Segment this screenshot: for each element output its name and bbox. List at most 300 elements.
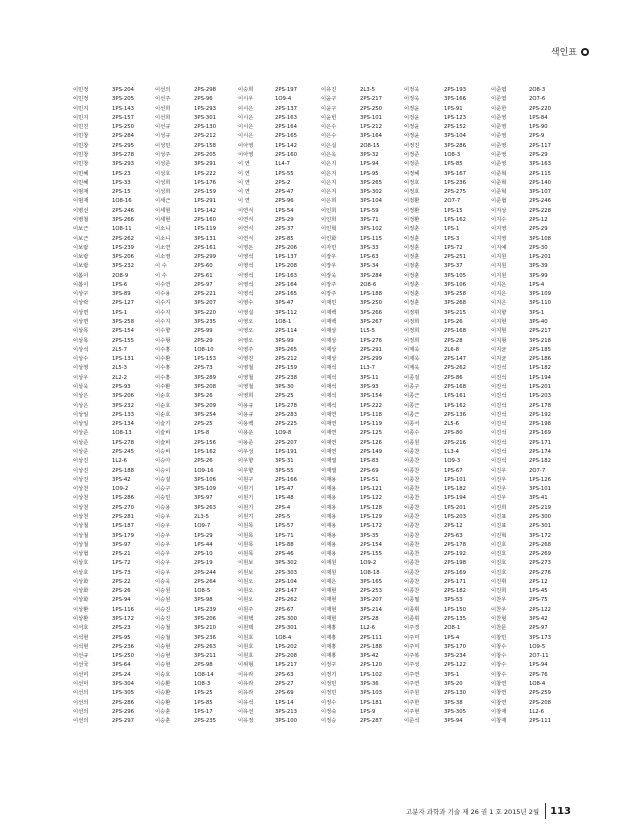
author-name: 이정윤 [404, 133, 420, 140]
author-name: 이은수 [321, 124, 337, 131]
author-name: 이영철 [238, 384, 254, 390]
author-name: 이슬비 [155, 430, 171, 437]
paper-code: 1PS-121 [360, 486, 382, 493]
author-name: 이위형 [238, 662, 254, 669]
paper-code: 1PS-278 [112, 439, 134, 446]
author-name: 이승진 [155, 606, 171, 613]
author-name: 이정진 [404, 142, 420, 149]
author-name: 이윤빈 [321, 114, 337, 121]
author-name: 이정구 [321, 662, 337, 669]
author-name: 이준영 [491, 133, 507, 140]
paper-code: 2PS-12 [529, 578, 548, 585]
author-name: 이 연 [238, 189, 250, 196]
paper-code: 1PS-150 [444, 606, 466, 613]
paper-code: 2PS-120 [360, 662, 382, 669]
author-name: 이정윤 [404, 114, 420, 121]
author-name: 이정숙 [321, 708, 337, 715]
author-name: 이은실 [321, 142, 337, 149]
paper-code: 2PS-37 [275, 226, 294, 233]
index-row [73, 596, 559, 605]
paper-code: 3PS-302 [360, 189, 382, 196]
author-name: 이종찬 [404, 448, 420, 455]
paper-code: 2PS-220 [529, 105, 551, 112]
paper-code: 1PS-182 [444, 486, 466, 493]
paper-code: 2PS-246 [529, 198, 551, 205]
paper-code: 3PS-154 [360, 393, 382, 400]
paper-code: 3PS-211 [194, 653, 216, 660]
paper-code: 3PS-110 [529, 300, 551, 307]
index-row [73, 717, 559, 726]
author-name: 이유라 [238, 690, 254, 697]
author-name: 이용백 [238, 421, 254, 428]
author-name: 이제욱 [404, 346, 420, 353]
author-name: 이원주 [238, 606, 254, 613]
paper-code: 3PS-172 [529, 532, 551, 539]
author-name: 이재연 [321, 411, 337, 418]
author-name: 이선의 [73, 699, 89, 706]
author-name: 이창재 [491, 708, 507, 715]
author-name: 이종근 [404, 411, 420, 418]
index-row [73, 699, 559, 708]
paper-code: 2PS-212 [194, 133, 216, 140]
paper-code: 2PS-208 [275, 653, 297, 660]
author-name: 이 수 [155, 263, 167, 270]
paper-code: 3PS-97 [194, 495, 213, 502]
author-name: 이정욱 [404, 87, 420, 93]
index-row [73, 522, 559, 531]
author-name: 이영석 [238, 263, 254, 270]
author-name: 이민진 [73, 124, 89, 131]
paper-code: 3PS-99 [275, 337, 294, 344]
paper-code: 1PS-33 [112, 179, 131, 186]
author-name: 이용규 [238, 411, 254, 418]
paper-code: 2PS-9 [529, 133, 545, 140]
author-name: 이재현 [321, 616, 337, 623]
author-name: 이지영 [491, 235, 507, 242]
paper-code: 3PS-36 [360, 681, 379, 687]
paper-code: 1O8-3 [444, 151, 461, 158]
paper-code: 1L2-6 [360, 625, 375, 632]
paper-code: 1PS-94 [529, 662, 548, 669]
author-name: 이창연 [491, 690, 507, 697]
paper-code: 2PS-178 [444, 541, 466, 548]
paper-code: 1PS-67 [444, 467, 463, 474]
paper-code: 2PS-115 [529, 170, 551, 177]
paper-code: 1PS-142 [194, 207, 216, 214]
paper-code: 3PS-26 [194, 393, 213, 400]
index-row [73, 299, 559, 308]
paper-code: 2PS-169 [444, 569, 466, 576]
paper-code: 1PS-83 [360, 458, 379, 465]
paper-code: 2O8-15 [360, 142, 380, 149]
author-name: 이장욱 [321, 272, 337, 279]
author-name: 이준영 [491, 114, 507, 121]
index-row [73, 374, 559, 383]
paper-code: 2PS-262 [112, 235, 134, 242]
paper-code: 2PS-275 [444, 189, 466, 196]
paper-code: 2O7-7 [444, 198, 461, 205]
author-name: 이아영 [238, 151, 254, 158]
paper-code: 2PS-155 [360, 551, 382, 558]
paper-code: 1O8-13 [112, 430, 132, 437]
paper-code: 3PS-267 [360, 319, 382, 326]
index-row [73, 689, 559, 698]
author-name: 이재용 [321, 513, 337, 520]
index-row [73, 346, 559, 355]
author-name: 이상욱 [73, 384, 89, 390]
index-row [73, 179, 559, 188]
paper-code: 1PS-118 [360, 411, 382, 418]
paper-code: 2PS-206 [275, 244, 297, 251]
author-name: 이종찬 [404, 476, 420, 483]
paper-code: 3PS-167 [444, 170, 466, 177]
author-name: 이보람 [73, 244, 89, 251]
author-name: 이정훈 [404, 272, 420, 279]
author-name: 이승아 [155, 458, 171, 465]
author-name: 이진희 [491, 504, 507, 511]
paper-code: 2PS-163 [275, 114, 297, 121]
paper-code: 2PS-29 [194, 337, 213, 344]
author-name: 이찬우 [491, 597, 507, 604]
author-name: 이상목 [73, 337, 89, 344]
author-name: 이민지 [73, 114, 89, 121]
paper-code: 1PS-26 [444, 319, 463, 326]
paper-code: 1PS-85 [194, 699, 213, 706]
author-name: 이정윤 [404, 124, 420, 131]
paper-code: 2PS-165 [275, 291, 297, 298]
author-name: 이재은 [321, 578, 337, 585]
paper-code: 2PS-161 [194, 244, 216, 251]
paper-code: 1PS-47 [275, 486, 294, 493]
index-row [73, 262, 559, 271]
author-name: 이상수 [73, 356, 89, 363]
author-name: 이창수 [491, 671, 507, 678]
author-name: 이영진 [238, 356, 254, 363]
author-name: 이선의 [155, 87, 171, 93]
index-row [73, 337, 559, 346]
author-name: 이보람 [73, 263, 89, 270]
author-name: 이진석 [491, 374, 507, 381]
paper-code: 2PS-97 [194, 281, 213, 288]
index-row [73, 318, 559, 327]
author-name: 이병철 [73, 216, 89, 223]
author-name: 이정준 [404, 151, 420, 158]
paper-code: 2PS-152 [444, 124, 466, 131]
paper-code: 3PS-266 [112, 216, 134, 223]
paper-code: 2PS-156 [194, 439, 216, 446]
paper-code: 1PS-91 [444, 105, 463, 112]
index-row [73, 355, 559, 364]
author-name: 이수지 [155, 319, 171, 326]
paper-code: 1O9-16 [194, 467, 214, 474]
index-row [73, 327, 559, 336]
paper-code: 1PS-278 [275, 402, 297, 409]
index-row [73, 448, 559, 457]
paper-code: 1PS-84 [529, 114, 548, 121]
author-name: 이원오 [238, 597, 254, 604]
author-name: 이소영 [155, 254, 171, 261]
paper-code: 3PS-107 [529, 189, 551, 196]
index-row [73, 467, 559, 476]
author-name: 이상철 [73, 523, 89, 530]
author-name: 이은희 [321, 198, 337, 205]
paper-code: 3PS-258 [444, 291, 466, 298]
paper-code: 3PS-305 [444, 708, 466, 715]
index-row [73, 281, 559, 290]
author-name: 이은옥 [321, 151, 337, 158]
paper-code: 2PS-26 [112, 588, 131, 595]
paper-code: 2PS-182 [444, 588, 466, 595]
paper-code: 3PS-250 [360, 300, 382, 307]
author-name: 이선미 [73, 671, 89, 678]
author-name: 이종찬 [404, 458, 420, 465]
author-name: 이성민 [155, 142, 171, 149]
author-name: 이 수 [155, 272, 167, 279]
author-name: 이민혜 [73, 170, 89, 177]
author-name: 이승철 [155, 625, 171, 632]
paper-code: 2PS-300 [529, 513, 551, 520]
paper-code: 1PS-222 [360, 402, 382, 409]
author-name: 이선국 [73, 662, 89, 669]
author-name: 이준혁 [491, 170, 507, 177]
author-name: 이종찬 [404, 541, 420, 548]
paper-code: 3PS-214 [360, 606, 382, 613]
author-name: 이승원 [155, 597, 171, 604]
author-name: 이지현 [491, 319, 507, 326]
paper-code: 1PS-126 [529, 476, 551, 483]
paper-code: 2PS-259 [529, 690, 551, 697]
paper-code: 2PS-127 [112, 300, 134, 307]
author-name: 이영돈 [238, 244, 254, 251]
author-name: 이순호 [155, 402, 171, 409]
author-name: 이은지 [321, 170, 337, 177]
paper-code: 2PS-24 [112, 671, 131, 678]
paper-code: 2PS-244 [194, 569, 216, 576]
paper-code: 3PS-20 [444, 681, 463, 687]
paper-code: 1PS-119 [360, 421, 382, 428]
paper-code: 3PS-235 [194, 319, 216, 326]
author-name: 이슬비 [155, 439, 171, 446]
author-name: 이재상 [321, 328, 337, 335]
paper-code: 2PS-85 [275, 235, 294, 242]
author-name: 이상영 [73, 365, 89, 372]
author-name: 이상천 [73, 486, 89, 493]
author-name: 이재열 [321, 467, 337, 474]
paper-code: 3PS-93 [360, 384, 379, 390]
paper-code: 1PS-188 [360, 291, 382, 298]
author-name: 이종찬 [404, 495, 420, 502]
paper-code: 1PS-4 [529, 281, 545, 288]
paper-code: 3PS-173 [529, 634, 551, 641]
paper-code: 3PS-165 [360, 578, 382, 585]
paper-code: 1PS-119 [194, 226, 216, 233]
index-row [73, 95, 559, 104]
author-name: 이종휘 [404, 616, 420, 623]
author-name: 이우성 [238, 448, 254, 455]
paper-code: 2PS-149 [360, 448, 382, 455]
author-name: 이시우 [238, 96, 254, 103]
index-row [73, 569, 559, 578]
paper-code: 2PS-166 [275, 476, 297, 483]
paper-code: 3PS-284 [360, 272, 382, 279]
author-name: 이유진 [321, 87, 337, 93]
index-row [73, 485, 559, 494]
paper-code: 3PS-94 [444, 718, 463, 725]
paper-code: 2PS-96 [194, 96, 213, 103]
author-name: 이재현 [321, 597, 337, 604]
author-name: 이상준 [73, 430, 89, 437]
paper-code: 2PS-192 [444, 551, 466, 558]
index-row [73, 624, 559, 633]
paper-code: 2PS-291 [360, 346, 382, 353]
author-name: 이지예 [491, 244, 507, 251]
author-name: 이영오 [238, 328, 254, 335]
author-name: 이세현 [155, 207, 171, 214]
author-name: 이진석 [491, 402, 507, 409]
paper-code: 1PS-48 [275, 495, 294, 502]
author-name: 이창수 [491, 653, 507, 660]
author-name: 이영오 [238, 337, 254, 344]
paper-code: 1PS-25 [194, 690, 213, 697]
index-row [73, 244, 559, 253]
paper-code: 1O9-3 [444, 458, 461, 465]
paper-code: 1PS-236 [444, 179, 466, 186]
author-name: 이재상 [321, 337, 337, 344]
author-name: 이정호 [404, 189, 420, 196]
paper-code: 1O9-5 [529, 643, 546, 650]
author-name: 이재석 [321, 374, 337, 381]
paper-code: 1O8-1 [275, 319, 292, 326]
paper-code: 3PS-112 [275, 309, 297, 316]
author-name: 이수연 [155, 281, 171, 288]
paper-code: 1L2-6 [529, 708, 544, 715]
paper-code: 2PS-192 [529, 411, 551, 418]
author-name: 이 연 [238, 161, 250, 168]
paper-code: 3PS-101 [529, 486, 551, 493]
index-row [73, 606, 559, 615]
paper-code: 2PS-98 [194, 662, 213, 669]
author-name: 이석현 [73, 634, 89, 641]
paper-code: 3PS-31 [275, 458, 294, 465]
author-name: 이민창 [73, 133, 89, 140]
author-name: 이원목 [238, 523, 254, 530]
author-name: 이원호 [238, 634, 254, 641]
paper-code: 2PS-29 [275, 216, 294, 223]
paper-code: 1L5-5 [360, 328, 375, 335]
paper-code: 1PS-172 [360, 523, 382, 530]
paper-code: 1PS-129 [360, 513, 382, 520]
paper-code: 3PS-234 [444, 653, 466, 660]
author-name: 이정훈 [404, 281, 420, 288]
paper-code: 3PS-37 [444, 263, 463, 270]
author-name: 이진휘 [491, 578, 507, 585]
index-row [73, 439, 559, 448]
author-name: 이은지 [321, 161, 337, 168]
paper-code: 2PS-301 [275, 625, 297, 632]
author-name: 이종필 [404, 597, 420, 604]
author-name: 이진석 [491, 384, 507, 390]
author-name: 이정희 [404, 337, 420, 344]
paper-code: 2PS-174 [529, 448, 551, 455]
author-name: 이종걸 [404, 374, 420, 381]
paper-code: 2PS-193 [444, 87, 466, 93]
paper-code: 3PS-206 [112, 393, 134, 400]
author-name: 이상은 [73, 393, 89, 400]
author-name: 이승우 [155, 523, 171, 530]
paper-code: 3PS-266 [360, 309, 382, 316]
author-name: 이재용 [321, 541, 337, 548]
paper-code: 2PS-136 [444, 411, 466, 418]
author-name: 이승우 [155, 532, 171, 539]
paper-code: 3PS-1 [529, 309, 545, 316]
author-name: 이영철 [238, 365, 254, 372]
paper-code: 1PS-8 [194, 430, 210, 437]
paper-code: 2PS-225 [275, 421, 297, 428]
author-name: 이은지 [321, 179, 337, 186]
paper-code: 3PS-268 [444, 300, 466, 307]
author-name: 이 연 [238, 179, 250, 186]
paper-code: 2O8-3 [529, 87, 546, 93]
author-name: 이유정 [238, 718, 254, 725]
author-name: 이연식 [238, 226, 254, 233]
paper-code: 1O8-10 [194, 346, 214, 353]
author-name: 이준엽 [491, 96, 507, 103]
author-name: 이준영 [491, 161, 507, 168]
author-name: 이준엽 [491, 87, 507, 93]
paper-code: 2PS-140 [529, 179, 551, 186]
paper-code: 3PS-302 [275, 560, 297, 567]
paper-code: 1PS-203 [529, 393, 551, 400]
paper-code: 2PS-273 [529, 560, 551, 567]
author-name: 이선미 [73, 681, 89, 687]
author-name: 이장주 [321, 291, 337, 298]
paper-code: 2PS-171 [529, 439, 551, 446]
paper-code: 1PS-44 [194, 541, 213, 548]
author-name: 이수환 [155, 356, 171, 363]
paper-code: 3PS-89 [112, 291, 131, 298]
author-name: 이상화 [73, 578, 89, 585]
paper-code: 1PS-45 [529, 588, 548, 595]
paper-code: 2O7-7 [529, 467, 546, 474]
journal-citation: 고분자 과학과 기술 제 26 권 1 호 2015년 2월 [405, 807, 540, 816]
author-name: 이승원 [155, 588, 171, 595]
index-row [73, 142, 559, 151]
index-row [73, 123, 559, 132]
index-row [73, 550, 559, 559]
index-row [73, 504, 559, 513]
author-name: 이민창 [73, 151, 89, 158]
index-row [73, 392, 559, 401]
author-name: 이상철 [73, 532, 89, 539]
paper-code: 2PS-80 [444, 430, 463, 437]
author-name: 이정휘 [404, 309, 420, 316]
paper-code: 1PS-137 [275, 254, 297, 261]
author-name: 이종찬 [404, 523, 420, 530]
author-name: 이순호 [155, 393, 171, 400]
paper-code: 1PS-291 [194, 198, 216, 205]
paper-code: 1L3-7 [360, 365, 375, 372]
author-name: 이진석 [491, 458, 507, 465]
author-name: 이범재 [73, 189, 89, 196]
page-number: 113 [550, 805, 571, 817]
author-name: 이성규 [155, 133, 171, 140]
paper-code: 2PS-29 [529, 226, 548, 233]
author-name: 이민정 [73, 87, 89, 93]
paper-code: 2PS-46 [275, 551, 294, 558]
author-name: 이창민 [491, 634, 507, 641]
author-name: 이영석 [238, 281, 254, 288]
paper-code: 2PS-75 [529, 597, 548, 604]
